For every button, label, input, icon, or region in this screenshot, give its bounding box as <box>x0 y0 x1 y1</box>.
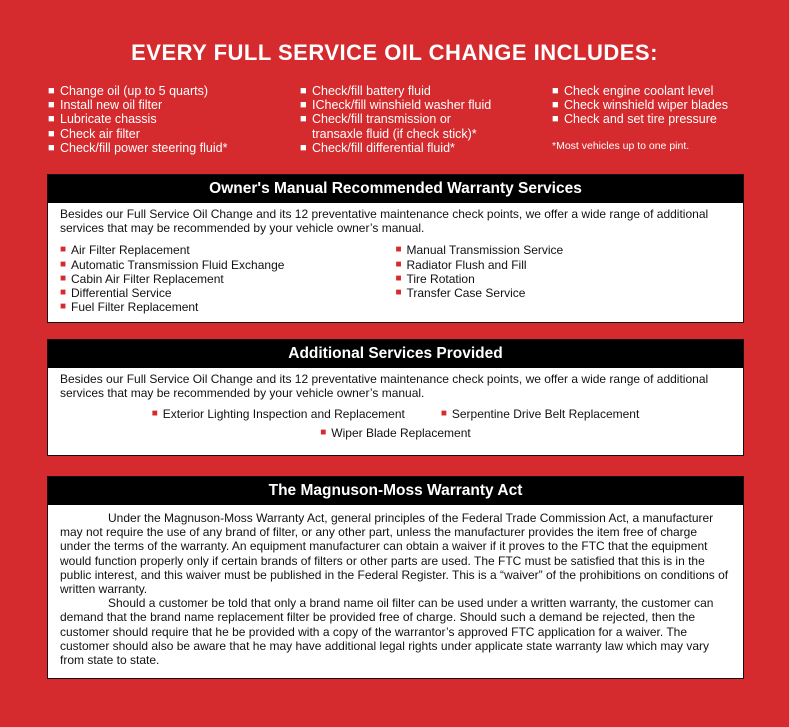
list-item: ■ Automatic Transmission Fluid Exchange <box>60 257 285 272</box>
list-item: ■ Transfer Case Service <box>395 286 526 301</box>
section-intro: Besides our Full Service Oil Change and its 12 preventative maintenance check points, we offer a wide range of additional services that may be recommended by your vehicle owner’s manual. <box>60 207 709 236</box>
section-heading: The Magnuson-Moss Warranty Act <box>48 477 743 505</box>
list-item: ■ Check winshield wiper blades <box>552 98 728 113</box>
list-item: ■ Exterior Lighting Inspection and Replacement <box>151 407 405 422</box>
list-item: ■ Cabin Air Filter Replacement <box>60 271 224 286</box>
list-item: ■ Change oil (up to 5 quarts) <box>48 84 209 98</box>
list-item: ■ Check/fill differential fluid* <box>300 140 455 155</box>
list-item: ■ Radiator Flush and Fill <box>395 257 527 272</box>
list-item: ■ Lubricate chassis <box>48 112 157 127</box>
list-item: ■ Differential Service <box>60 286 172 301</box>
section-heading: Owner's Manual Recommended Warranty Services <box>48 175 743 203</box>
includes-column-3 <box>552 84 728 153</box>
list-item: ■ Check/fill power steering fluid* <box>48 140 228 155</box>
paragraph: Should a customer be told that only a brand name oil filter can be used under a written warranty, the customer can demand that the brand name replacement filter be provided free of charge. Should such a demand be rejected, then the customer should require that he be provided with a copy of the warrantor’s approved FTC application for a waiver. The customer should also be aware that he may have additional legal rights under applicate state warranty law which may vary from state to state. <box>60 596 714 668</box>
list-item: ■ Air Filter Replacement <box>60 243 190 258</box>
list-item: ■ ICheck/fill winshield washer fluid <box>300 98 492 113</box>
list-item-continuation: transaxle fluid (if check stick)* <box>312 126 477 141</box>
list-item: ■ Fuel Filter Replacement <box>60 300 199 315</box>
includes-column-1 <box>48 84 227 155</box>
additional-services-box <box>47 339 744 456</box>
list-item: ■ Check/fill battery fluid <box>300 84 431 98</box>
includes-column-2 <box>300 84 491 155</box>
list-item: ■ Manual Transmission Service <box>395 243 564 258</box>
list-item: ■ Tire Rotation <box>395 271 475 286</box>
list-item: ■ Install new oil filter <box>48 98 163 113</box>
page-title: EVERY FULL SERVICE OIL CHANGE INCLUDES: <box>131 40 658 65</box>
list-item: ■ Check engine coolant level <box>552 84 714 98</box>
warranty-services-box <box>47 174 744 323</box>
list-item: ■ Check and set tire pressure <box>552 112 717 127</box>
section-heading: Additional Services Provided <box>48 340 743 368</box>
section-intro: Besides our Full Service Oil Change and its 12 preventative maintenance check points, we offer a wide range of additional services that may be recommended by your vehicle owner’s manual. <box>60 372 709 401</box>
list-item: ■ Check/fill transmission or <box>300 112 451 127</box>
list-item: ■ Check air filter <box>48 126 140 141</box>
footnote: *Most vehicles up to one pint. <box>552 139 690 152</box>
paragraph: Under the Magnuson-Moss Warranty Act, general principles of the Federal Trade Commission Act, a manufacturer may not require the use of any brand of filter, or any other part, unless the manufacturer provides the item free of charge under the terms of the warranty. An equipment manufacturer can obtain a waiver if it proves to the FTC that the equipment would function properly only if certain brands of filters or other parts are used. The FTC must be satisfied that this is in the public interest, and this waiver must be published in the Federal Register. This is a “waiver” of the prohibitions on conditions of written warranty. <box>60 511 729 597</box>
list-item: ■ Serpentine Drive Belt Replacement <box>440 407 640 422</box>
magnuson-moss-box <box>47 476 744 679</box>
list-item: ■ Wiper Blade Replacement <box>320 425 471 440</box>
